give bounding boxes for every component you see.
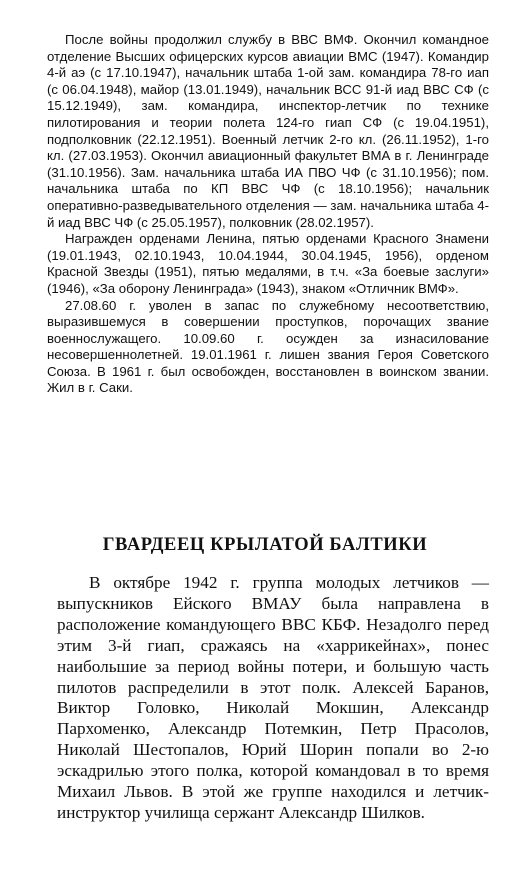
biography-paragraph-service: После войны продолжил службу в ВВС ВМФ. Окончил командное отделение Высших офицерских курсов авиации ВМС (1947). Командир 4-й аэ (с 17.10.1947), начальник штаба 1-ой зам. командира 78-го иап (с 06.04.1948), майор (13.01.1949), начальник ВСС 91-й иад ВВС СФ (с 15.12.1949), зам. командира, инспектор-летчик по технике пилотирования и теории полета 124-го гиап СФ (с 19.04.1951), подполковник (22.12.1951). Военный летчик 2-го кл. (26.11.1952), 1-го кл. (27.03.1953). Окончил авиационный факультет ВМА в г. Ленинграде (31.10.1956). Зам. начальника штаба ИА ПВО ЧФ (с 31.10.1956); пом. начальника штаба по КП ВВС ЧФ (с 18.10.1956); начальник оперативно-разведывательного отделения — зам. начальника штаба 4-й иад ВВС ЧФ (с 25.05.1957), полковник (28.02.1957). [47, 32, 489, 230]
biography-paragraph-awards: Награжден орденами Ленина, пятью орденами Красного Знамени (19.01.1943, 02.10.1943, 10.04.1944, 30.04.1945, 1956), орденом Красной Звезды (1951), пятью медалями, в т.ч. «За боевые заслуги» (1946), «За оборону Ленинграда» (1943), знаком «Отличник ВМФ». [47, 231, 489, 296]
article-paragraph: В октябре 1942 г. группа молодых летчиков — выпускников Ейского ВМАУ была направлена в расположение командующего ВВС КБФ. Незадолго перед этим 3-й гиап, сражаясь на «харрикейнах», понес наибольшие за период войны потери, и большую часть пилотов распределили в этот полк. Алексей Баранов, Виктор Головко, Николай Мокшин, Александр Пархоменко, Александр Потемкин, Петр Прасолов, Николай Шестопалов, Юрий Шорин попали во 2-ю эскадрилью этого полка, которой командовал в то время Михаил Львов. В этой же группе находился и летчик-инструктор училища сержант Александр Шилков. [57, 573, 489, 822]
article-body [57, 573, 489, 824]
section-title: ГВАРДЕЕЦ КРЫЛАТОЙ БАЛТИКИ [102, 535, 428, 555]
biography-block [47, 32, 489, 397]
biography-paragraph-discharge: 27.08.60 г. уволен в запас по служебному несоответствию, выразившемуся в совершении проступков, порочащих звание военнослужащего. 10.09.60 г. осужден за изнасилование несовершеннолетней. 19.01.1961 г. лишен звания Героя Советского Союза. В 1961 г. был освобожден, восстановлен в воинском звании. Жил в г. Саки. [47, 297, 489, 396]
